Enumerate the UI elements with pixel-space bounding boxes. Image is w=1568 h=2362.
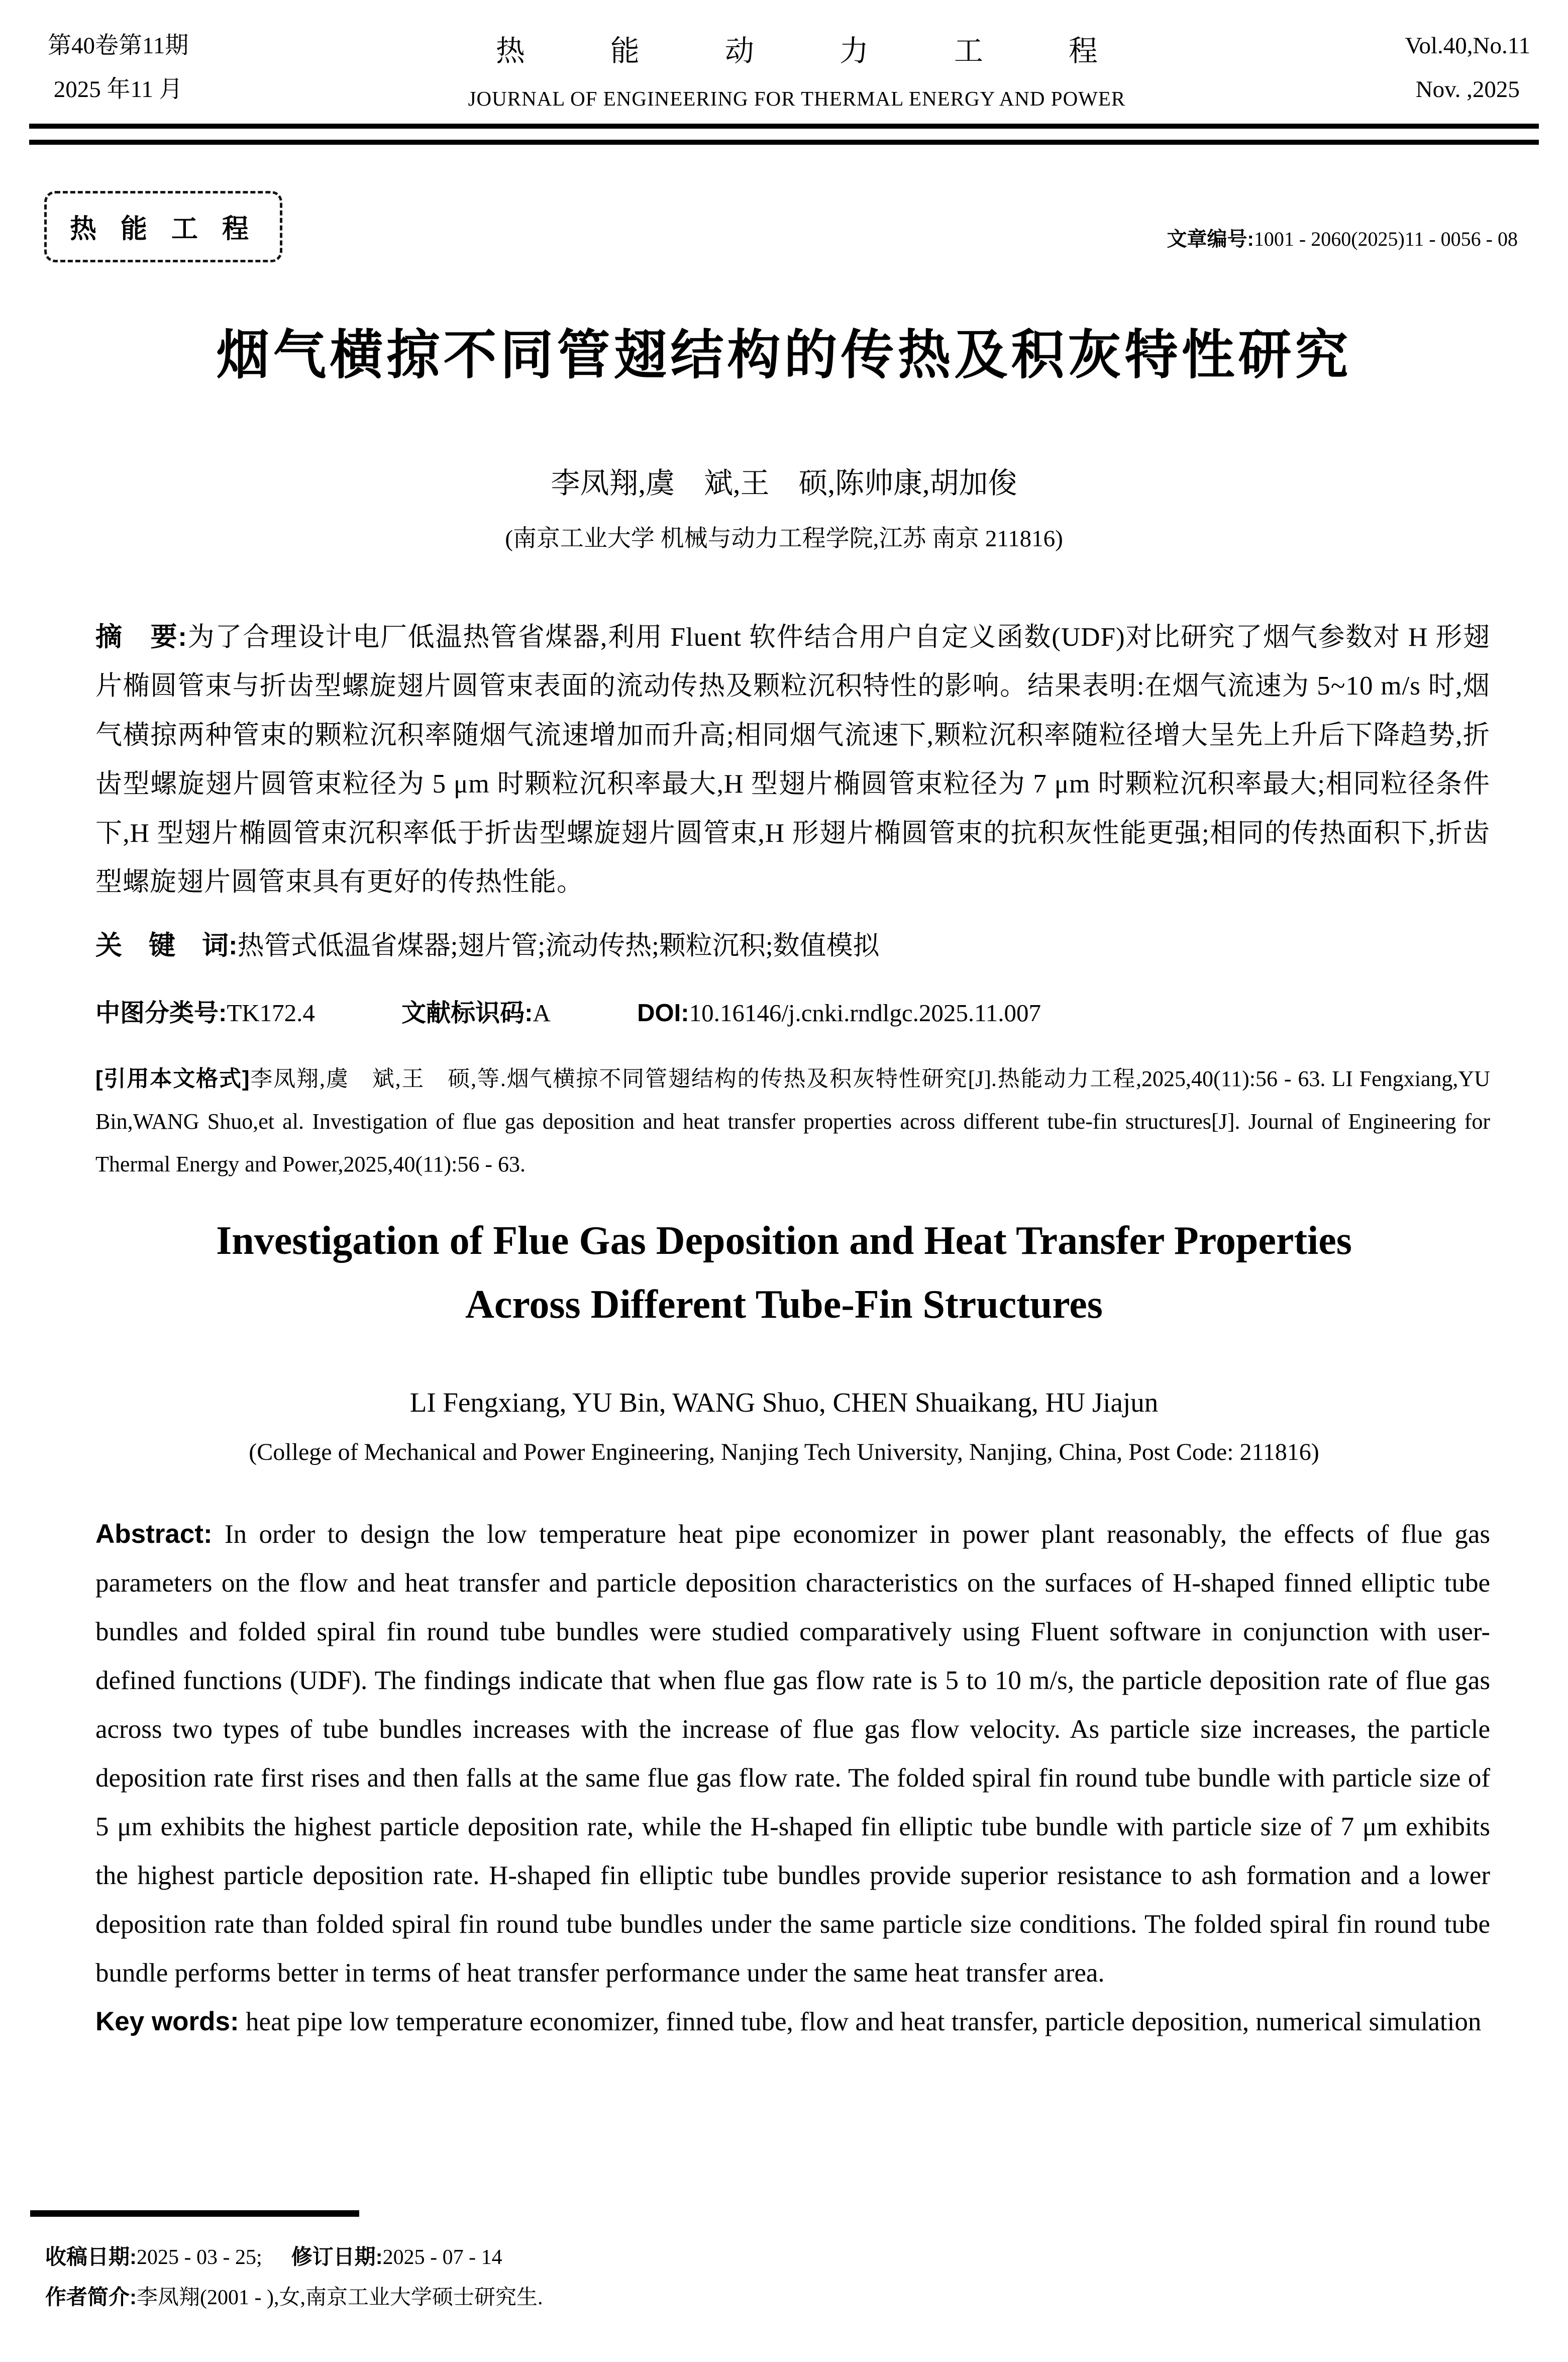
clc-label: 中图分类号: [95, 1000, 227, 1027]
issue-number-cn: 第40卷第11期 [48, 33, 189, 59]
affiliation-en: (College of Mechanical and Power Engineering, Nanjing Tech University, Nanjing, China, Post Code: 211816) [249, 1438, 1319, 1465]
paper-title-en [0, 1209, 1568, 1336]
clc-value: TK172.4 [227, 999, 315, 1027]
issue-date-en: Nov. ,2025 [1415, 76, 1520, 103]
masthead-issue-block [48, 24, 188, 112]
keywords-en-text: heat pipe low temperature economizer, finned tube, flow and heat transfer, particle deposition, numerical simulation [245, 2007, 1482, 2036]
chinese-abstract-block [95, 613, 1490, 1029]
citation-text-cn: 李凤翔,虞 斌,王 硕,等.烟气横掠不同管翅结构的传热及积灰特性研究[J].热能动力工程,2025,40(11):56 - 63. [249, 1066, 1332, 1092]
revised-date-value: 2025 - 07 - 14 [382, 2246, 502, 2269]
authors-en: LI Fengxiang, YU Bin, WANG Shuo, CHEN Shuaikang, HU Jiajun [409, 1387, 1159, 1418]
header-double-rule [29, 124, 1539, 145]
keywords-en-label: Key words: [95, 2006, 239, 2036]
doi-value: 10.16146/j.cnki.rndlgc.2025.11.007 [689, 999, 1041, 1027]
doi-label: DOI: [637, 1000, 689, 1027]
clc-item [95, 999, 315, 1027]
issue-date-cn: 2025 年11 月 [53, 76, 183, 103]
received-date-value: 2025 - 03 - 25; [137, 2246, 262, 2269]
doc-code-label: 文献标识码: [401, 1000, 533, 1027]
keywords-cn-label: 关 键 词: [95, 930, 238, 960]
doc-code-value: A [533, 999, 551, 1027]
citation-text-en: LI Fengxiang,YU Bin,WANG Shuo,et al. Investigation of flue gas deposition and heat transfer properties across different tube-fin structures[J]. Journal of Engineering for Thermal Energy and Power,2025,40(11):56 - 63. [95, 1066, 1490, 1177]
author-bio-label: 作者简介: [45, 2285, 137, 2309]
affiliation-cn: (南京工业大学 机械与动力工程学院,江苏 南京 211816) [505, 525, 1063, 552]
journal-masthead [0, 0, 1568, 112]
citation-block [95, 1058, 1490, 1186]
masthead-volume-block [1405, 24, 1530, 112]
received-date-label: 收稿日期: [45, 2245, 137, 2269]
doi-item [637, 999, 1041, 1027]
keywords-cn-text: 热管式低温省煤器;翅片管;流动传热;颗粒沉积;数值模拟 [237, 931, 880, 960]
volume-number-en: Vol.40,No.11 [1405, 33, 1530, 59]
doc-code-item [401, 999, 551, 1027]
paper-title-en-line2: Across Different Tube-Fin Structures [465, 1282, 1103, 1327]
revised-date-label: 修订日期: [291, 2245, 383, 2269]
footnotes [45, 2237, 543, 2317]
abstract-en-text: In order to design the low temperature heat pipe economizer in power plant reasonably, the effects of flue gas parameters on the flow and heat transfer and particle deposition characteristics on the surfaces of H-shaped finned elliptic tube bundles and folded spiral fin round tube bundles were studied comparatively using Fluent software in conjunction with user-defined functions (UDF). The findings indicate that when flue gas flow rate is 5 to 10 m/s, the particle deposition rate of flue gas across two types of tube bundles increases with the increase of flue gas flow velocity. As particle size increases, the particle deposition rate first rises and then falls at the same flue gas flow rate. The folded spiral fin round tube bundle with particle size of 5 μm exhibits the highest particle deposition rate, while the H-shaped fin elliptic tube bundle with particle size of 7 μm exhibits the highest particle deposition rate. H-shaped fin elliptic tube bundles provide superior resistance to ash formation and a lower deposition rate than folded spiral fin round tube bundles under the same particle size conditions. The folded spiral fin round tube bundle performs better in terms of heat transfer performance under the same heat transfer area. [95, 1519, 1490, 1988]
classification-line [95, 994, 1490, 1029]
journal-title-cn: 热能动力工程 [495, 35, 1183, 67]
keywords-en [95, 1998, 1490, 2046]
journal-title-en: JOURNAL OF ENGINEERING FOR THERMAL ENERGY AND POWER [468, 87, 1126, 110]
stamp-row [0, 145, 1568, 262]
footnote-rule [30, 2210, 359, 2217]
abstract-en [95, 1510, 1490, 1998]
article-number-value: 1001 - 2060(2025)11 - 0056 - 08 [1253, 227, 1518, 250]
keywords-cn [95, 921, 1490, 971]
abstract-cn [95, 613, 1490, 907]
article-number [1167, 223, 1518, 252]
paper-title-en-line1: Investigation of Flue Gas Deposition and Heat Transfer Properties [216, 1219, 1352, 1263]
footnote-author-bio [45, 2278, 543, 2318]
citation-label: [引用本文格式] [95, 1066, 250, 1092]
authors-cn: 李凤翔,虞 斌,王 硕,陈帅康,胡加俊 [551, 466, 1017, 500]
abstract-en-label: Abstract: [95, 1519, 213, 1549]
abstract-cn-text: 为了合理设计电厂低温热管省煤器,利用 Fluent 软件结合用户自定义函数(UDF)对比研究了烟气参数对 H 形翅片椭圆管束与折齿型螺旋翅片圆管束表面的流动传热及颗粒沉积特性的影响。结果表明:在烟气流速为 5~10 m/s 时,烟气横掠两种管束的颗粒沉积率随烟气流速增加而升高;相同烟气流速下,颗粒沉积率随粒径增大呈先上升后下降趋势,折齿型螺旋翅片圆管束粒径为 5 μm 时颗粒沉积率最大,H 型翅片椭圆管束粒径为 7 μm 时颗粒沉积率最大;相同粒径条件下,H 型翅片椭圆管束沉积率低于折齿型螺旋翅片圆管束,H 形翅片椭圆管束的抗积灰性能更强;相同的传热面积下,折齿型螺旋翅片圆管束具有更好的传热性能。 [95, 622, 1490, 897]
abstract-cn-label: 摘 要: [95, 622, 187, 652]
footnote-dates [45, 2237, 543, 2278]
masthead-journal-block [410, 24, 1183, 111]
section-stamp: 热能工程 [44, 191, 282, 262]
article-number-label: 文章编号: [1167, 228, 1254, 250]
author-bio-value: 李凤翔(2001 - ),女,南京工业大学硕士研究生. [137, 2286, 543, 2309]
paper-title-cn: 烟气横掠不同管翅结构的传热及积灰特性研究 [216, 326, 1352, 385]
